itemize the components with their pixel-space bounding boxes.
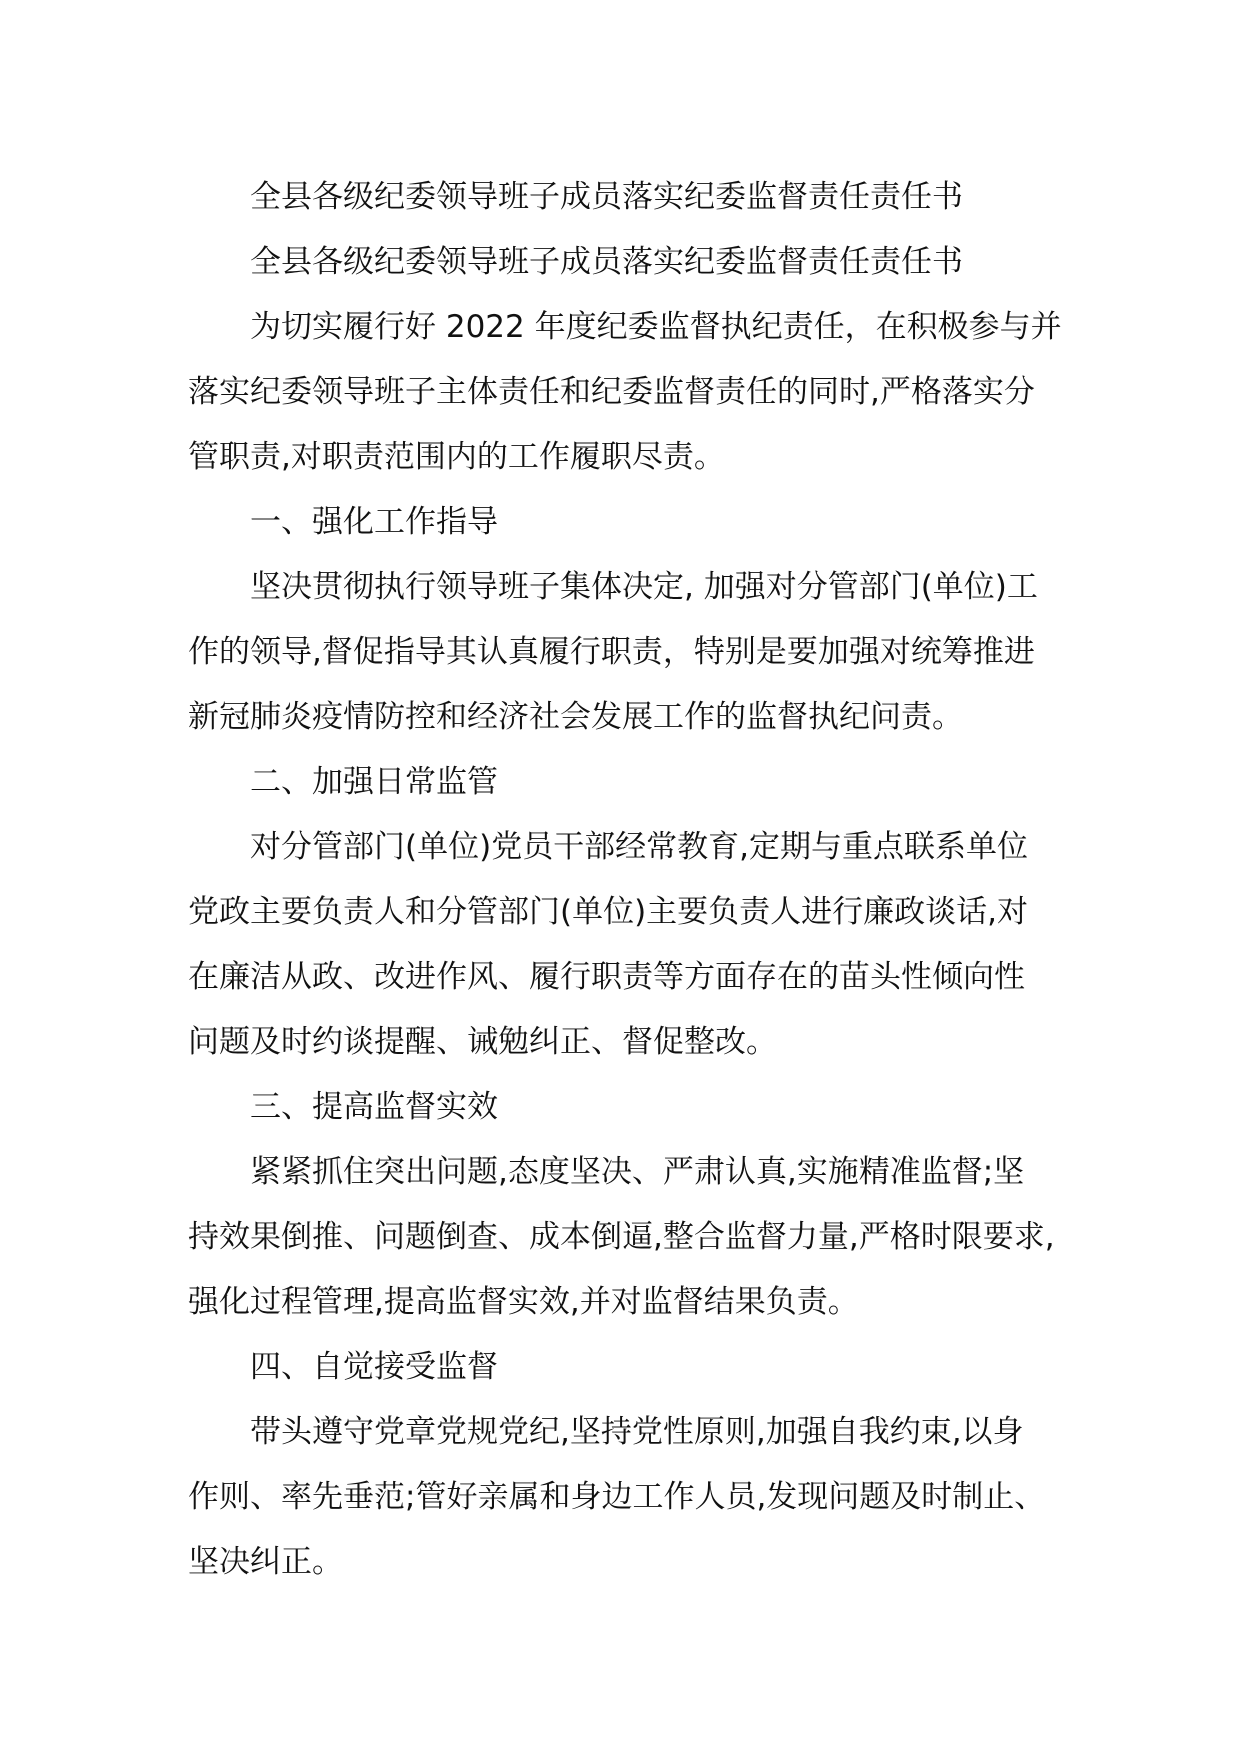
paragraph-line: 对分管部门(单位)党员干部经常教育,定期与重点联系单位 bbox=[250, 829, 1029, 865]
section-heading-2: 二、加强日常监管 bbox=[250, 764, 498, 800]
section-heading-1: 一、强化工作指导 bbox=[250, 504, 498, 540]
paragraph-line: 为切实履行好 2022 年度纪委监督执纪责任，在积极参与并 bbox=[250, 309, 1062, 345]
intro-paragraph bbox=[188, 295, 1066, 490]
paragraph-line: 带头遵守党章党规党纪,坚持党性原则,加强自我约束,以身 bbox=[250, 1414, 1024, 1450]
section-heading-4: 四、自觉接受监督 bbox=[250, 1349, 498, 1385]
paragraph-line: 紧紧抓住突出问题,态度坚决、严肃认真,实施精准监督;坚 bbox=[250, 1154, 1025, 1190]
document-page bbox=[188, 165, 1066, 1595]
paragraph-line: 落实纪委领导班子主体责任和纪委监督责任的同时,严格落实分 bbox=[188, 374, 1035, 410]
section-body-3 bbox=[188, 1140, 1066, 1335]
paragraph-line: 问题及时约谈提醒、诫勉纠正、督促整改。 bbox=[188, 1024, 777, 1060]
paragraph-line: 在廉洁从政、改进作风、履行职责等方面存在的苗头性倾向性 bbox=[188, 959, 1025, 995]
document-title: 全县各级纪委领导班子成员落实纪委监督责任责任书 bbox=[250, 179, 963, 215]
paragraph-line: 作则、率先垂范;管好亲属和身边工作人员,发现问题及时制止、 bbox=[188, 1479, 1046, 1515]
document-title-repeat: 全县各级纪委领导班子成员落实纪委监督责任责任书 bbox=[250, 244, 963, 280]
section-body-1 bbox=[188, 555, 1066, 750]
section-heading-3: 三、提高监督实效 bbox=[250, 1089, 498, 1125]
paragraph-line: 作的领导,督促指导其认真履行职责，特别是要加强对统筹推进 bbox=[188, 634, 1035, 670]
paragraph-line: 新冠肺炎疫情防控和经济社会发展工作的监督执纪问责。 bbox=[188, 699, 963, 735]
paragraph-line: 强化过程管理,提高监督实效,并对监督结果负责。 bbox=[188, 1284, 859, 1320]
section-body-4 bbox=[188, 1400, 1066, 1595]
section-body-2 bbox=[188, 815, 1066, 1075]
paragraph-line: 持效果倒推、问题倒查、成本倒逼,整合监督力量,严格时限要求, bbox=[188, 1219, 1055, 1255]
paragraph-line: 管职责,对职责范围内的工作履职尽责。 bbox=[188, 439, 725, 475]
paragraph-line: 坚决贯彻执行领导班子集体决定, 加强对分管部门(单位)工 bbox=[250, 569, 1038, 605]
paragraph-line: 党政主要负责人和分管部门(单位)主要负责人进行廉政谈话,对 bbox=[188, 894, 1029, 930]
paragraph-line: 坚决纠正。 bbox=[188, 1544, 343, 1580]
